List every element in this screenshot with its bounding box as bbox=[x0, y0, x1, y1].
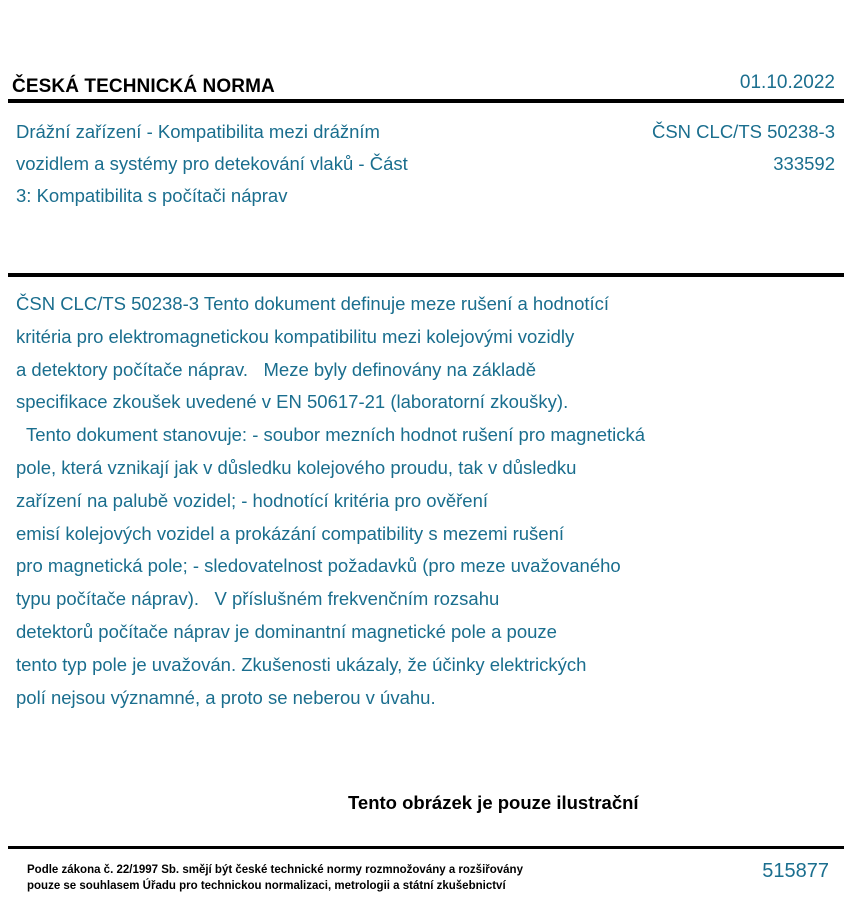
legal-notice bbox=[27, 862, 523, 894]
abstract-line: typu počítače náprav). V příslušném frekvenčním rozsahu bbox=[16, 588, 500, 610]
abstract-line: a detektory počítače náprav. Meze byly definovány na základě bbox=[16, 358, 537, 380]
abstract-line: pro magnetická pole; - sledovatelnost požadavků (pro meze uvažovaného bbox=[16, 555, 621, 577]
class-number: 333592 bbox=[773, 153, 835, 174]
abstract-line: tento typ pole je uvažován. Zkušenosti ukázaly, že účinky elektrických bbox=[16, 653, 587, 675]
legal-line: pouze se souhlasem Úřadu pro technickou normalizaci, metrologii a státní zkušebnictví bbox=[27, 880, 506, 892]
catalog-number: 515877 bbox=[762, 860, 829, 882]
abstract-line: emisí kolejových vozidel a prokázání compatibility s mezemi rušení bbox=[16, 522, 565, 544]
abstract-line: specifikace zkoušek uvedené v EN 50617-21 (laboratorní zkoušky). bbox=[16, 391, 569, 413]
abstract-text bbox=[16, 288, 776, 714]
section-divider bbox=[8, 273, 844, 277]
document-title-line: vozidlem a systémy pro detekování vlaků - Část bbox=[16, 153, 408, 174]
issue-date: 01.10.2022 bbox=[739, 72, 835, 93]
standard-code: ČSN CLC/TS 50238-3 bbox=[651, 121, 835, 142]
document-title bbox=[16, 116, 496, 212]
footer-divider bbox=[8, 846, 844, 849]
abstract-line: kritéria pro elektromagnetickou kompatibilitu mezi kolejovými vozidly bbox=[16, 325, 575, 347]
header-divider bbox=[8, 99, 844, 103]
abstract-line: zařízení na palubě vozidel; - hodnotící kritéria pro ověření bbox=[16, 489, 489, 511]
abstract-line: Tento dokument stanovuje: - soubor mezních hodnot rušení pro magnetická bbox=[16, 424, 646, 446]
abstract-line: polí nejsou významné, a proto se neberou v úvahu. bbox=[16, 686, 436, 708]
document-title-line: Drážní zařízení - Kompatibilita mezi drážním bbox=[16, 121, 380, 142]
illustration-note: Tento obrázek je pouze ilustrační bbox=[348, 792, 639, 813]
legal-line: Podle zákona č. 22/1997 Sb. smějí být české technické normy rozmnožovány a rozšiřovány bbox=[27, 864, 523, 876]
document-title-line: 3: Kompatibilita s počítači náprav bbox=[16, 185, 288, 206]
abstract-line: detektorů počítače náprav je dominantní magnetické pole a pouze bbox=[16, 620, 557, 642]
header-title: ČESKÁ TECHNICKÁ NORMA bbox=[12, 76, 275, 97]
abstract-line: pole, která vznikají jak v důsledku kolejového proudu, tak v důsledku bbox=[16, 456, 577, 478]
abstract-line: ČSN CLC/TS 50238-3 Tento dokument definuje meze rušení a hodnotící bbox=[16, 293, 610, 314]
document-identifier bbox=[652, 116, 835, 180]
